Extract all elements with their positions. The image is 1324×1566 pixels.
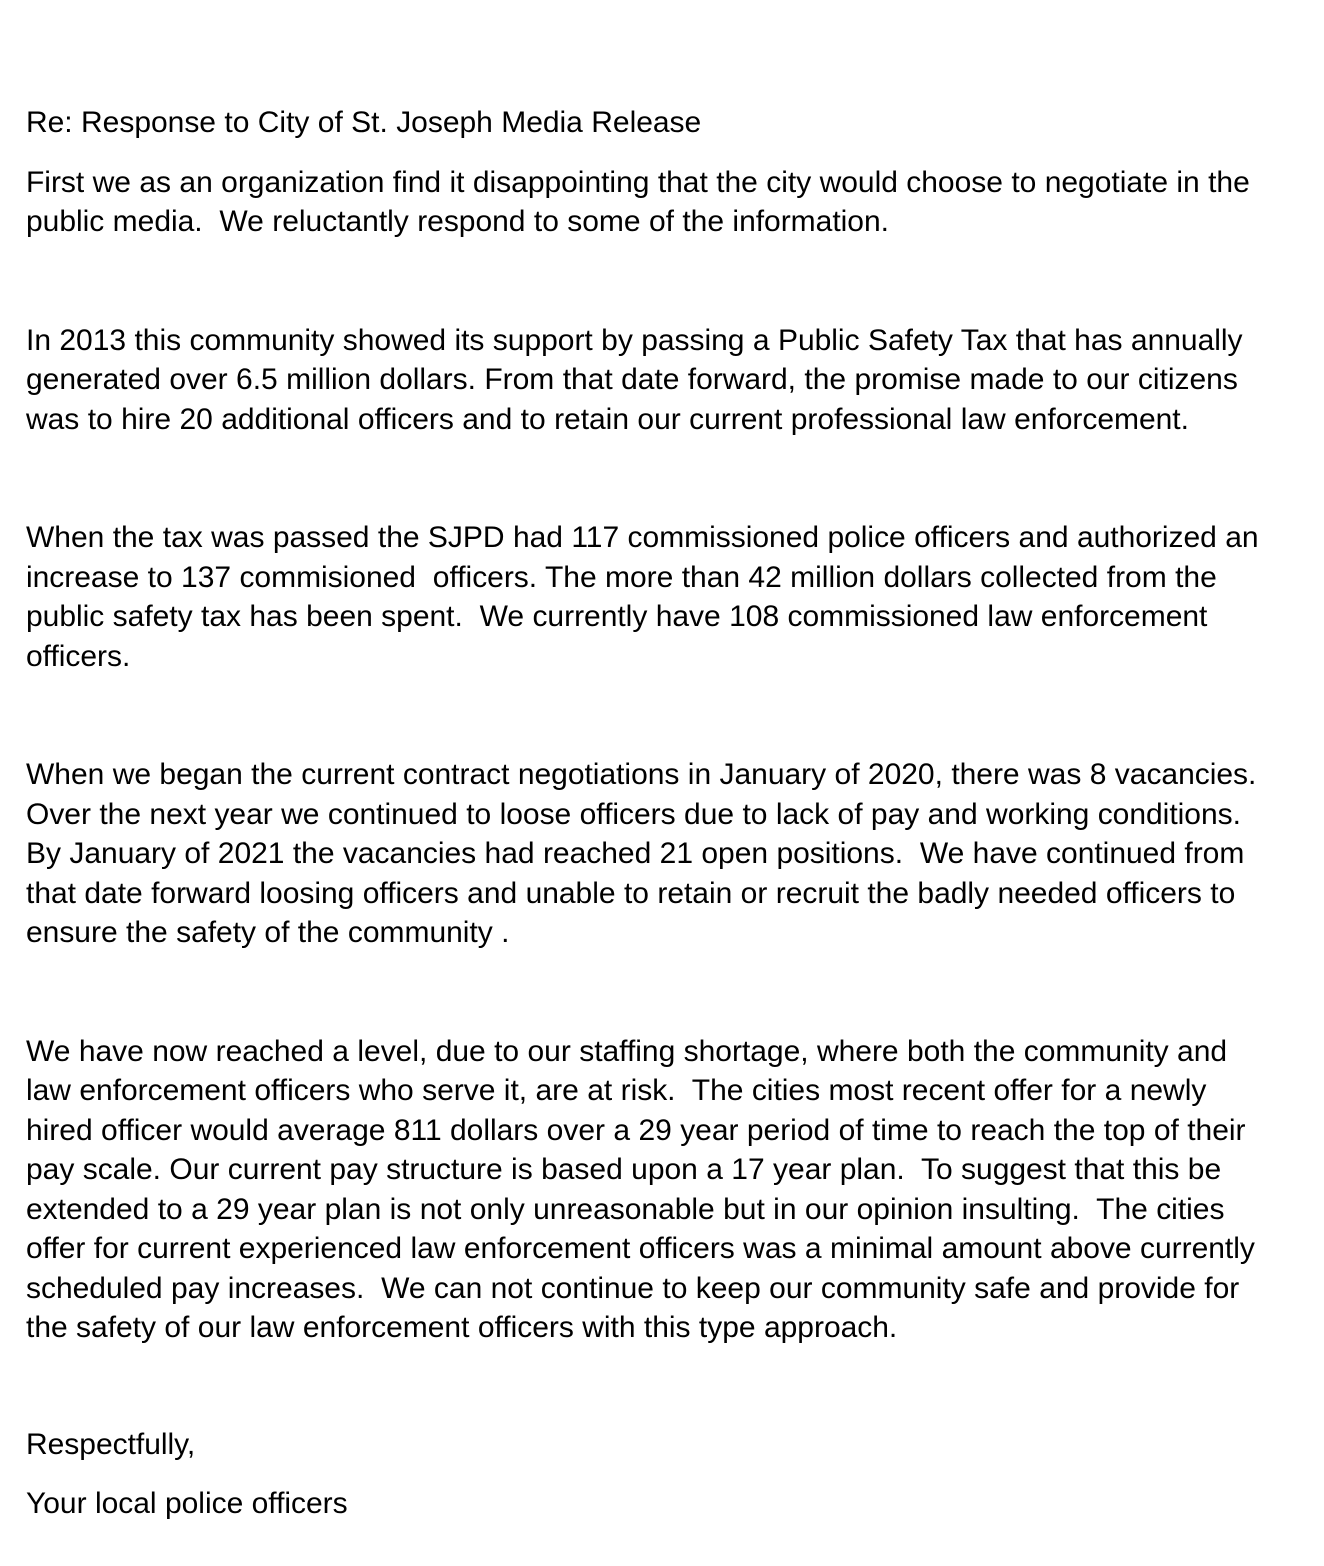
- spacer: [26, 1464, 1280, 1484]
- document-body: [26, 103, 1280, 1524]
- paragraph-vacancies: When we began the current contract negotiations in January of 2020, there was 8 vacancies. Over the next year we continued to loose officers due to lack of pay and working conditions. By January of 2021 the vacancies had reached 21 open positions. We have continued from that date forward loosing officers and unable to retain or recruit the badly needed officers to ensure the safety of the community .: [26, 758, 1274, 949]
- spacer: [26, 953, 1280, 1032]
- spacer: [26, 242, 1280, 321]
- paragraph-intro: First we as an organization find it disappointing that the city would choose to negotiate in the public media. We reluctantly respond to some of the information.: [26, 165, 1259, 238]
- paragraph-officer-counts: When the tax was passed the SJPD had 117 commissioned police officers and authorized an increase to 137 commisioned officers. The more than 42 million dollars collected from the public safety tax has been spent. We currently have 108 commissioned law enforcement officers.: [26, 521, 1268, 673]
- spacer: [26, 1348, 1280, 1425]
- paragraph-public-safety-tax: In 2013 this community showed its support by passing a Public Safety Tax that has annually generated over 6.5 million dollars. From that date forward, the promise made to our citizens was to hire 20 additional officers and to retain our current professional law enforcement.: [26, 323, 1260, 436]
- paragraph-pay-offer: We have now reached a level, due to our staffing shortage, where both the community and law enforcement officers who serve it, are at risk. The cities most recent offer for a newly hired officer would average 811 dollars over a 29 year period of time to reach the top of their pay scale. Our current pay structure is based upon a 17 year plan. To suggest that this be extended to a 29 year plan is not only unreasonable but in our opinion insulting. The cities offer for current experienced law enforcement officers was a minimal amount above currently scheduled pay increases. We can not continue to keep our community safe and provide for the safety of our law enforcement officers with this type approach.: [26, 1034, 1264, 1344]
- spacer: [26, 676, 1280, 755]
- spacer: [26, 439, 1280, 518]
- closing-salutation: Respectfully,: [26, 1427, 196, 1461]
- spacer: [26, 143, 1280, 163]
- closing-signature: Your local police officers: [26, 1487, 348, 1520]
- subject-line: Re: Response to City of St. Joseph Media Release: [26, 106, 702, 139]
